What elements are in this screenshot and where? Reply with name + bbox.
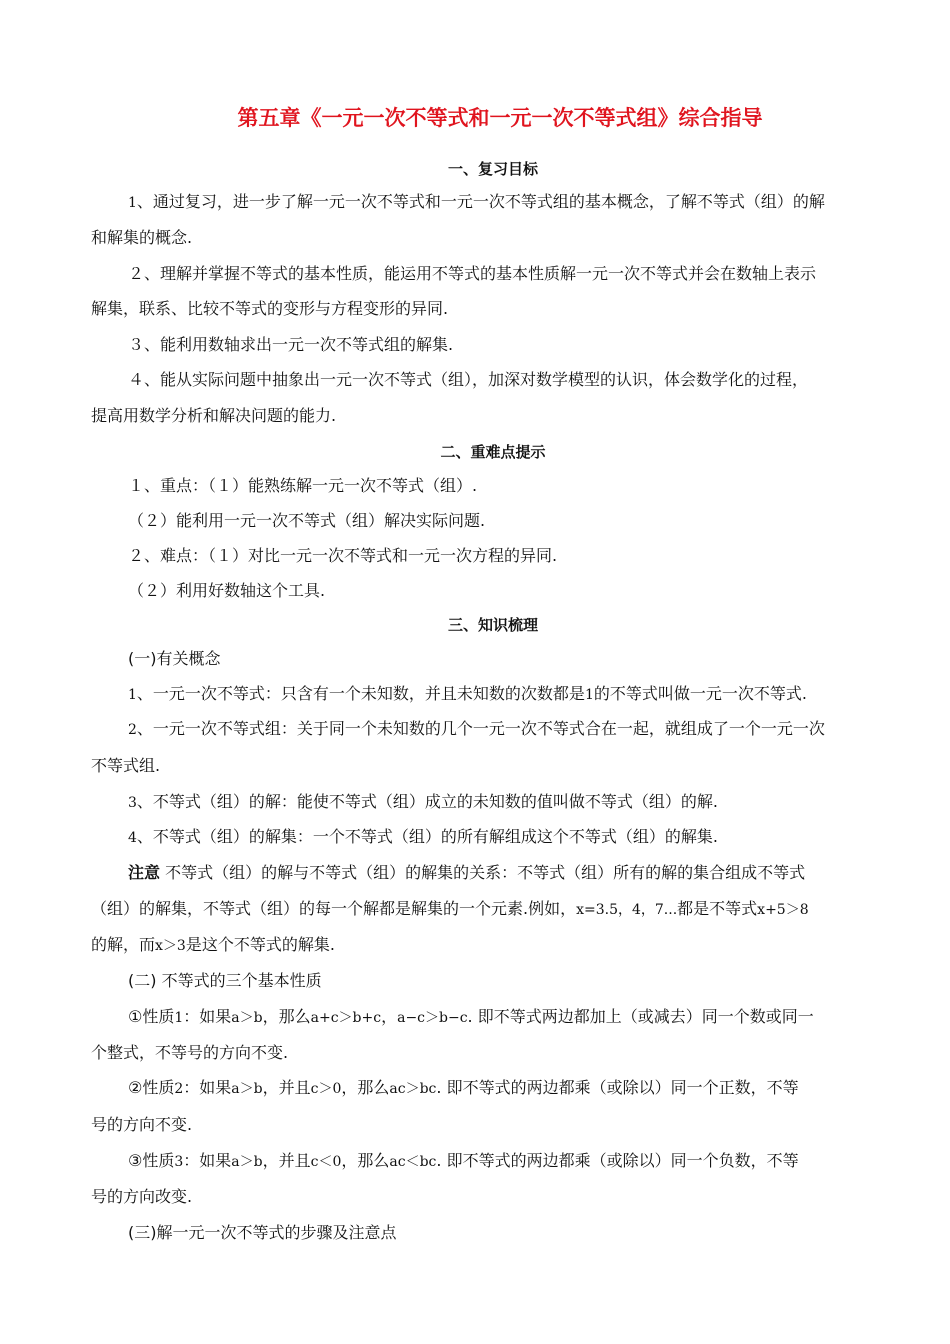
property-1-line-2: 个整式，不等号的方向不变. xyxy=(91,1043,289,1062)
goal-1-line-2: 和解集的概念. xyxy=(91,228,193,247)
key-point-1-sub-2: （２）能利用一元一次不等式（组）解决实际问题. xyxy=(128,511,486,530)
key-point-1: １、重点：（１）能熟练解一元一次不等式（组）. xyxy=(128,476,478,495)
section-heading-knowledge: 三、知识梳理 xyxy=(447,616,538,634)
note-line-3: 的解，而x＞3是这个不等式的解集. xyxy=(91,935,335,954)
property-3-line-1: ③性质3：如果a＞b，并且c＜0，那么ac＜bc. 即不等式的两边都乘（或除以）同一个负数，不等 xyxy=(128,1151,799,1170)
concept-4: 4、不等式（组）的解集：一个不等式（组）的所有解组成这个不等式（组）的解集. xyxy=(128,827,719,846)
property-2-line-2: 号的方向不变. xyxy=(91,1115,193,1134)
goal-3: ３、能利用数轴求出一元一次不等式组的解集. xyxy=(128,335,454,354)
goal-2-line-1: ２、理解并掌握不等式的基本性质，能运用不等式的基本性质解一元一次不等式并会在数轴上表示 xyxy=(128,264,817,283)
concept-1: 1、一元一次不等式：只含有一个未知数，并且未知数的次数都是1的不等式叫做一元一次不等式. xyxy=(128,684,807,703)
note-label: 注意 xyxy=(128,863,161,882)
concept-3: 3、不等式（组）的解：能使不等式（组）成立的未知数的值叫做不等式（组）的解. xyxy=(128,792,719,811)
section-heading-review-goals: 一、复习目标 xyxy=(447,160,538,178)
subsection-properties: (二) 不等式的三个基本性质 xyxy=(128,971,322,990)
key-point-2-sub-2: （２）利用好数轴这个工具. xyxy=(128,581,326,600)
section-heading-key-points: 二、重难点提示 xyxy=(440,443,546,461)
concept-2-line-2: 不等式组. xyxy=(91,756,161,775)
document-title: 第五章《一元一次不等式和一元一次不等式组》综合指导 xyxy=(237,106,763,130)
goal-4-line-2: 提高用数学分析和解决问题的能力. xyxy=(91,406,337,425)
note-line-1: 注意 不等式（组）的解与不等式（组）的解集的关系：不等式（组）所有的解的集合组成不等式 xyxy=(128,863,806,882)
goal-4-line-1: ４、能从实际问题中抽象出一元一次不等式（组），加深对数学模型的认识，体会数学化的过程， xyxy=(128,370,809,389)
goal-2-line-2: 解集，联系、比较不等式的变形与方程变形的异同. xyxy=(91,299,449,318)
subsection-solving-steps: (三)解一元一次不等式的步骤及注意点 xyxy=(128,1223,397,1242)
key-point-2: ２、难点：（１）对比一元一次不等式和一元一次方程的异同. xyxy=(128,546,558,565)
goal-1-line-1: 1、通过复习，进一步了解一元一次不等式和一元一次不等式组的基本概念，了解不等式（组）的解 xyxy=(128,192,825,211)
note-line-2: （组）的解集，不等式（组）的每一个解都是解集的一个元素.例如，x=3.5，4，7...都是不等式x+5＞8 xyxy=(91,899,809,918)
property-3-line-2: 号的方向改变. xyxy=(91,1187,193,1206)
property-2-line-1: ②性质2：如果a＞b，并且c＞0，那么ac＞bc. 即不等式的两边都乘（或除以）同一个正数，不等 xyxy=(128,1078,799,1097)
subsection-concepts: (一)有关概念 xyxy=(128,649,221,668)
concept-2-line-1: 2、一元一次不等式组：关于同一个未知数的几个一元一次不等式合在一起，就组成了一个一元一次 xyxy=(128,719,825,738)
property-1-line-1: ①性质1：如果a＞b，那么a+c＞b+c，a−c＞b−c. 即不等式两边都加上（或减去）同一个数或同一 xyxy=(128,1007,814,1026)
